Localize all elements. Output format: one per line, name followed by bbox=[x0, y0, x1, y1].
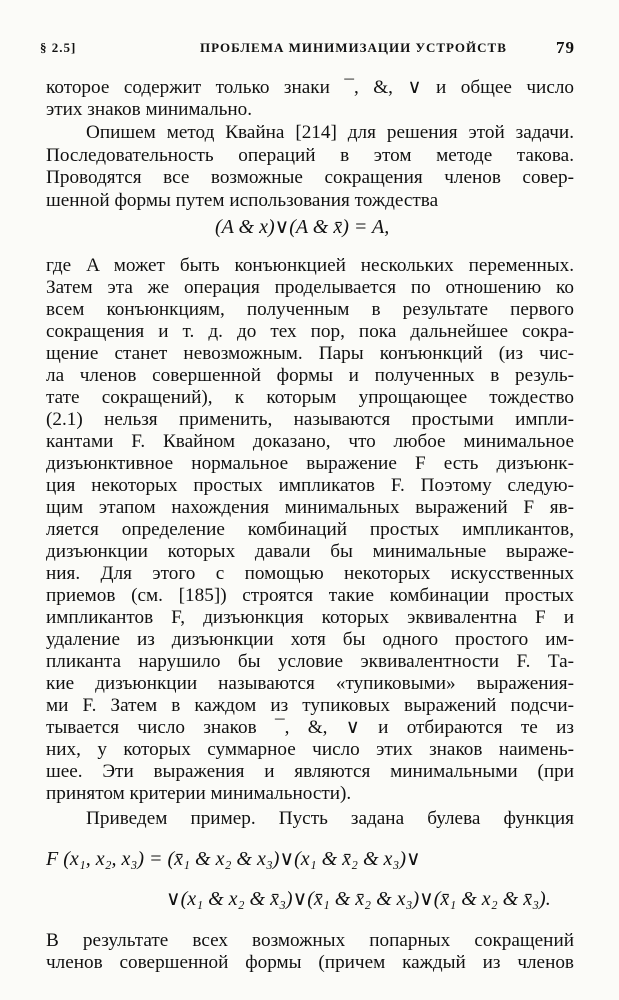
text-line: ния. Для этого с помощью некоторых искусственных bbox=[46, 563, 574, 584]
text-line: ция некоторых простых импликатов F. Поэтому следую- bbox=[46, 475, 574, 496]
text-line: Последовательность операций в этом методе такова. bbox=[46, 145, 574, 166]
text-line: принятом критерии минимальности). bbox=[46, 783, 352, 804]
text-line: щение станет невозможным. Пары конъюнкций (из чис- bbox=[46, 343, 574, 364]
text-line: ми F. Затем в каждом из тупиковых выражений подсчи- bbox=[46, 695, 574, 716]
text-line: Проводятся все возможные сокращения членов совер- bbox=[46, 167, 574, 188]
text-line: них, у которых суммарное число этих знаков наимень- bbox=[46, 739, 574, 760]
section-ref: § 2.5] bbox=[40, 40, 77, 55]
text-line: этих знаков минимально. bbox=[46, 99, 253, 120]
text-line: импликантов F, дизъюнкция которых эквивалентна F и bbox=[46, 607, 574, 628]
equation-2-1: (A & x)∨(A & x̄) = A, bbox=[215, 216, 390, 238]
text-line: ла членов совершенной формы и полученных в резуль- bbox=[46, 365, 574, 386]
page-number: 79 bbox=[556, 38, 575, 57]
text-line: (2.1) нельзя применить, называются простыми импли- bbox=[46, 409, 574, 430]
text-line: где A может быть конъюнкцией нескольких переменных. bbox=[46, 255, 574, 276]
text-line: приемов (см. [185]) строятся такие комбинации простых bbox=[46, 585, 574, 606]
running-header bbox=[40, 40, 575, 60]
text-line: членов совершенной формы (причем каждый из членов bbox=[46, 952, 574, 973]
text-line: всем конъюнкциям, полученным в результате первого bbox=[46, 299, 574, 320]
text-line: пликанта нарушило бы условие эквивалентности F. Та- bbox=[46, 651, 574, 672]
text-line: ляется определение комбинаций простых импликантов, bbox=[46, 519, 574, 540]
text-line: которое содержит только знаки ¯, &, ∨ и общее число bbox=[46, 77, 574, 98]
text-line: дизъюнктивное нормальное выражение F есть дизъюнк- bbox=[46, 453, 574, 474]
text-line: Приведем пример. Пусть задана булева функция bbox=[86, 808, 574, 829]
text-line: дизъюнкции которых давали бы минимальные выраже- bbox=[46, 541, 574, 562]
text-line: кие дизъюнкции называются «тупиковыми» выражения- bbox=[46, 673, 574, 694]
text-line: тате сокращений), к которым упрощающее тождество bbox=[46, 387, 574, 408]
text-line: сокращения и т. д. до тех пор, пока дальнейшее сокра- bbox=[46, 321, 574, 342]
running-title: ПРОБЛЕМА МИНИМИЗАЦИИ УСТРОЙСТВ bbox=[200, 40, 507, 55]
function-definition-line-1: F (x₁, x₂, x₃) = (x̄₁ & x₂ & x₃)∨(x₁ & x̄₂ & x₃)∨ bbox=[46, 848, 421, 870]
text-line: шее. Эти выражения и являются минимальными (при bbox=[46, 761, 574, 782]
text-line: Затем эта же операция проделывается по отношению ко bbox=[46, 277, 574, 298]
function-definition-line-2: ∨(x₁ & x₂ & x̄₃)∨(x̄₁ & x̄₂ & x₃)∨(x̄₁ & x₂ & x̄₃). bbox=[166, 888, 551, 910]
text-line: кантами F. Квайном доказано, что любое минимальное bbox=[46, 431, 574, 452]
text-line: щим этапом нахождения минимальных выражений F яв- bbox=[46, 497, 574, 518]
text-line: шенной формы путем использования тождества bbox=[46, 190, 439, 211]
text-line: Опишем метод Квайна [214] для решения этой задачи. bbox=[86, 122, 574, 143]
text-line: тывается число знаков ¯, &, ∨ и отбираются те из bbox=[46, 717, 574, 738]
text-line: удаление из дизъюнкции хотя бы одного простого им- bbox=[46, 629, 574, 650]
text-line: В результате всех возможных попарных сокращений bbox=[46, 930, 574, 951]
